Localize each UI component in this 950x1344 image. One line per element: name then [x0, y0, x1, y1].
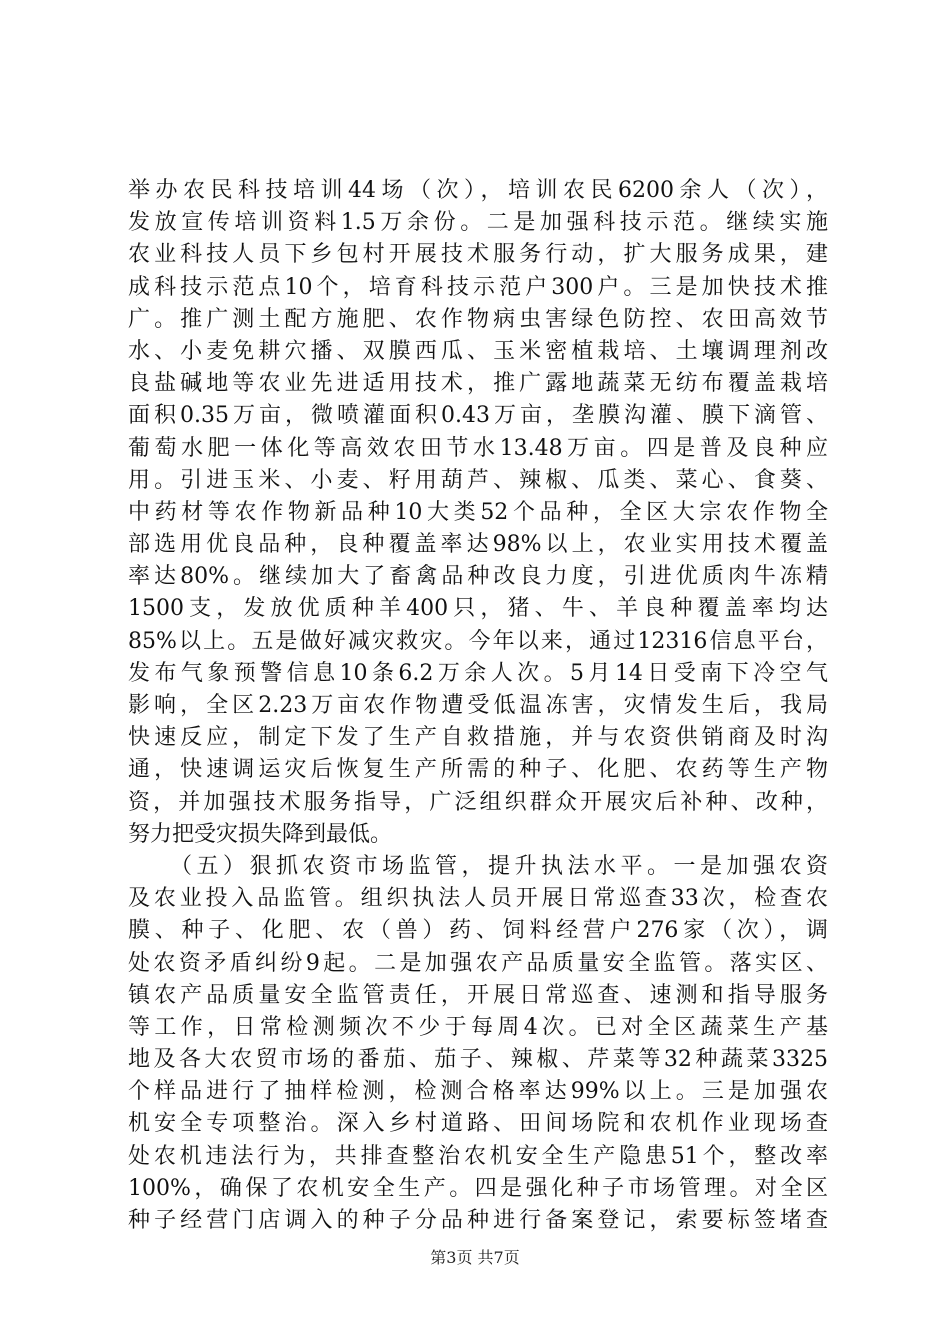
text-line: 通，快速调运灾后恢复生产所需的种子、化肥、农药等生产物 — [128, 757, 828, 783]
text-line: 及农业投入品监管。组织执法人员开展日常巡查33次，检查农 — [128, 886, 828, 912]
text-line: 农业科技人员下乡包村开展技术服务行动，扩大服务成果，建 — [128, 242, 828, 268]
text-line: 100%，确保了农机安全生产。四是强化种子市场管理。对全区 — [128, 1175, 828, 1201]
text-line: 用。引进玉米、小麦、籽用葫芦、辣椒、瓜类、菜心、食葵、 — [128, 467, 828, 493]
text-line: 机安全专项整治。深入乡村道路、田间场院和农机作业现场查 — [128, 1111, 828, 1137]
text-line: （五）狠抓农资市场监管，提升执法水平。一是加强农资 — [128, 853, 828, 879]
text-line: 率达80%。继续加大了畜禽品种改良力度，引进优质肉牛冻精 — [128, 564, 828, 590]
text-line: 85%以上。五是做好减灾救灾。今年以来，通过12316信息平台， — [128, 628, 828, 654]
text-line: 部选用优良品种，良种覆盖率达98%以上，农业实用技术覆盖 — [128, 532, 828, 558]
text-line: 资，并加强技术服务指导，广泛组织群众开展灾后补种、改种， — [128, 789, 828, 815]
text-line: 1500支，发放优质种羊400只，猪、牛、羊良种覆盖率均达 — [128, 596, 828, 622]
text-line: 处农机违法行为，共排查整治农机安全生产隐患51个，整改率 — [128, 1143, 828, 1169]
text-line: 个样品进行了抽样检测，检测合格率达99%以上。三是加强农 — [128, 1079, 828, 1105]
text-line: 发放宣传培训资料1.5万余份。二是加强科技示范。继续实施 — [128, 210, 828, 236]
page-footer: 第3页 共7页 — [430, 1248, 520, 1267]
text-line: 镇农产品质量安全监管责任，开展日常巡查、速测和指导服务 — [128, 982, 828, 1008]
text-line: 广。推广测土配方施肥、农作物病虫害绿色防控、农田高效节 — [128, 306, 828, 332]
text-line: 处农资矛盾纠纷9起。二是加强农产品质量安全监管。落实区、 — [128, 950, 828, 976]
text-line: 发布气象预警信息10条6.2万余人次。5月14日受南下冷空气 — [128, 660, 828, 686]
text-line: 膜、种子、化肥、农（兽）药、饲料经营户276家（次），调 — [128, 918, 828, 944]
text-line: 成科技示范点10个，培育科技示范户300户。三是加快技术推 — [128, 274, 828, 300]
text-line: 种子经营门店调入的种子分品种进行备案登记，索要标签堵查 — [128, 1208, 828, 1233]
text-line: 水、小麦免耕穴播、双膜西瓜、玉米密植栽培、土壤调理剂改 — [128, 338, 828, 364]
text-line: 葡萄水肥一体化等高效农田节水13.48万亩。四是普及良种应 — [128, 435, 828, 461]
body-text — [128, 175, 828, 1237]
text-line: 影响，全区2.23万亩农作物遭受低温冻害，灾情发生后，我局 — [128, 693, 828, 718]
text-line: 中药材等农作物新品种10大类52个品种，全区大宗农作物全 — [128, 499, 828, 525]
text-line: 良盐碱地等农业先进适用技术，推广露地蔬菜无纺布覆盖栽培 — [128, 371, 828, 397]
text-line: 快速反应，制定下发了生产自救措施，并与农资供销商及时沟 — [128, 725, 828, 751]
text-line: 努力把受灾损失降到最低。 — [128, 821, 393, 847]
text-line: 等工作，日常检测频次不少于每周4次。已对全区蔬菜生产基 — [128, 1014, 828, 1040]
text-line: 面积0.35万亩，微喷灌面积0.43万亩，垄膜沟灌、膜下滴管、 — [128, 403, 828, 429]
text-line: 地及各大农贸市场的番茄、茄子、辣椒、芹菜等32种蔬菜3325 — [128, 1047, 828, 1073]
text-line: 举办农民科技培训44场（次），培训农民6200余人（次）， — [128, 178, 828, 203]
